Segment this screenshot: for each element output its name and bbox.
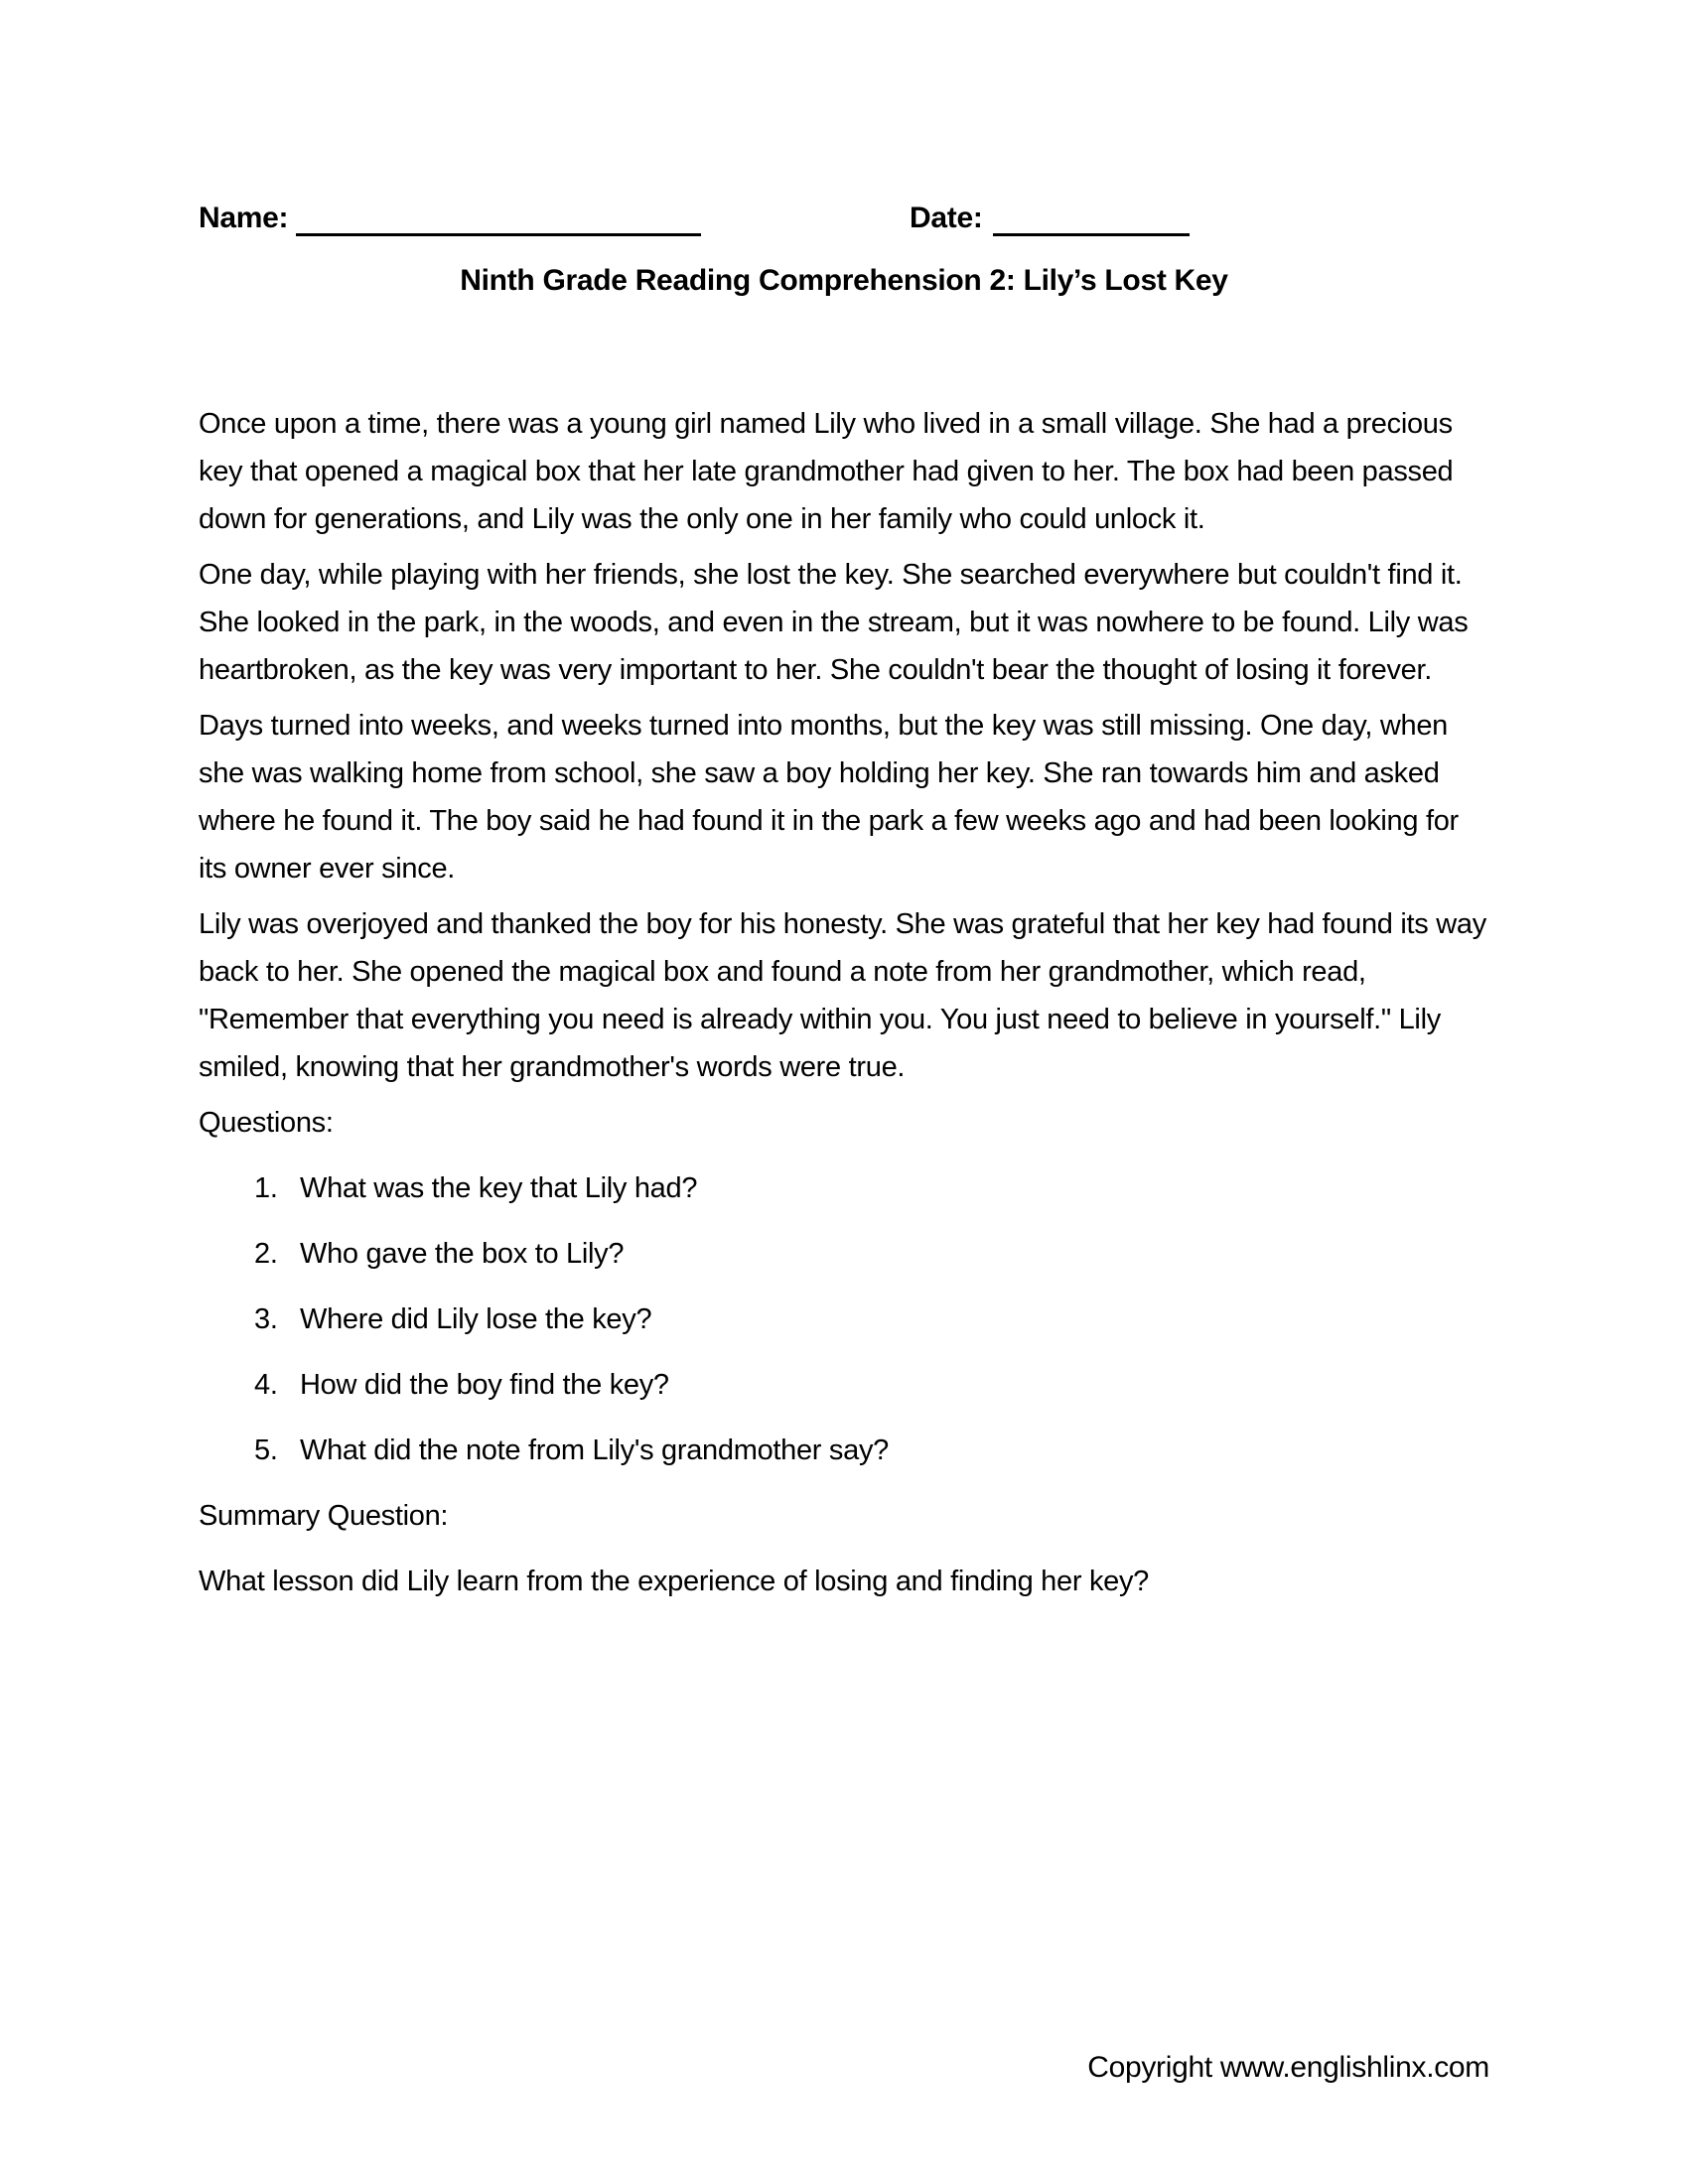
name-label: Name: [199,202,289,234]
worksheet-body [199,400,1489,1613]
question-item [254,1361,1489,1409]
summary-question-heading: Summary Question: [199,1500,449,1532]
date-field-group [910,201,1190,236]
story-paragraph-3: Days turned into weeks, and weeks turned into months, but the key was still missing. One day, when she was walking home from school, she saw a boy holding her key. She ran towards him and asked where he found it. The boy said he had found it in the park a few weeks ago and had been looking for its owner ever since. [199,710,1459,885]
question-item [254,1296,1489,1343]
question-item [254,1230,1489,1278]
question-number: 4. [254,1369,278,1401]
name-field-group [199,201,701,236]
question-text: How did the boy find the key? [300,1369,669,1401]
date-blank-line [993,201,1190,236]
question-text: What did the note from Lily's grandmother say? [300,1434,889,1466]
story-paragraph-4: Lily was overjoyed and thanked the boy for his honesty. She was grateful that her key had found its way back to her. She opened the magical box and found a note from her grandmother, which read, "Remember that everything you need is already within you. You just need to believe in yourself." Lily smiled, knowing that her grandmother's words were true. [199,908,1486,1083]
question-text: Who gave the box to Lily? [300,1238,625,1270]
copyright-notice: Copyright www.englishlinx.com [1087,2051,1489,2084]
question-number: 1. [254,1172,278,1204]
question-number: 5. [254,1434,278,1466]
worksheet-title: Ninth Grade Reading Comprehension 2: Lily’s Lost Key [460,264,1228,297]
question-item [254,1164,1489,1212]
question-text: Where did Lily lose the key? [300,1303,652,1335]
questions-list [199,1164,1489,1474]
question-number: 3. [254,1303,278,1335]
name-blank-line [296,201,701,236]
date-label: Date: [910,202,983,234]
questions-heading: Questions: [199,1107,334,1139]
question-item [254,1427,1489,1474]
question-text: What was the key that Lily had? [300,1172,698,1204]
summary-question-text: What lesson did Lily learn from the experience of losing and finding her key? [199,1566,1150,1597]
question-number: 2. [254,1238,278,1270]
story-paragraph-1: Once upon a time, there was a young girl named Lily who lived in a small village. She had a precious key that opened a magical box that her late grandmother had given to her. The box had been passed down for generations, and Lily was the only one in her family who could unlock it. [199,408,1454,535]
story-paragraph-2: One day, while playing with her friends, she lost the key. She searched everywhere but couldn't find it. She looked in the park, in the woods, and even in the stream, but it was nowhere to be found. Lily was heartbroken, as the key was very important to her. She couldn't bear the thought of losing it forever. [199,559,1469,686]
